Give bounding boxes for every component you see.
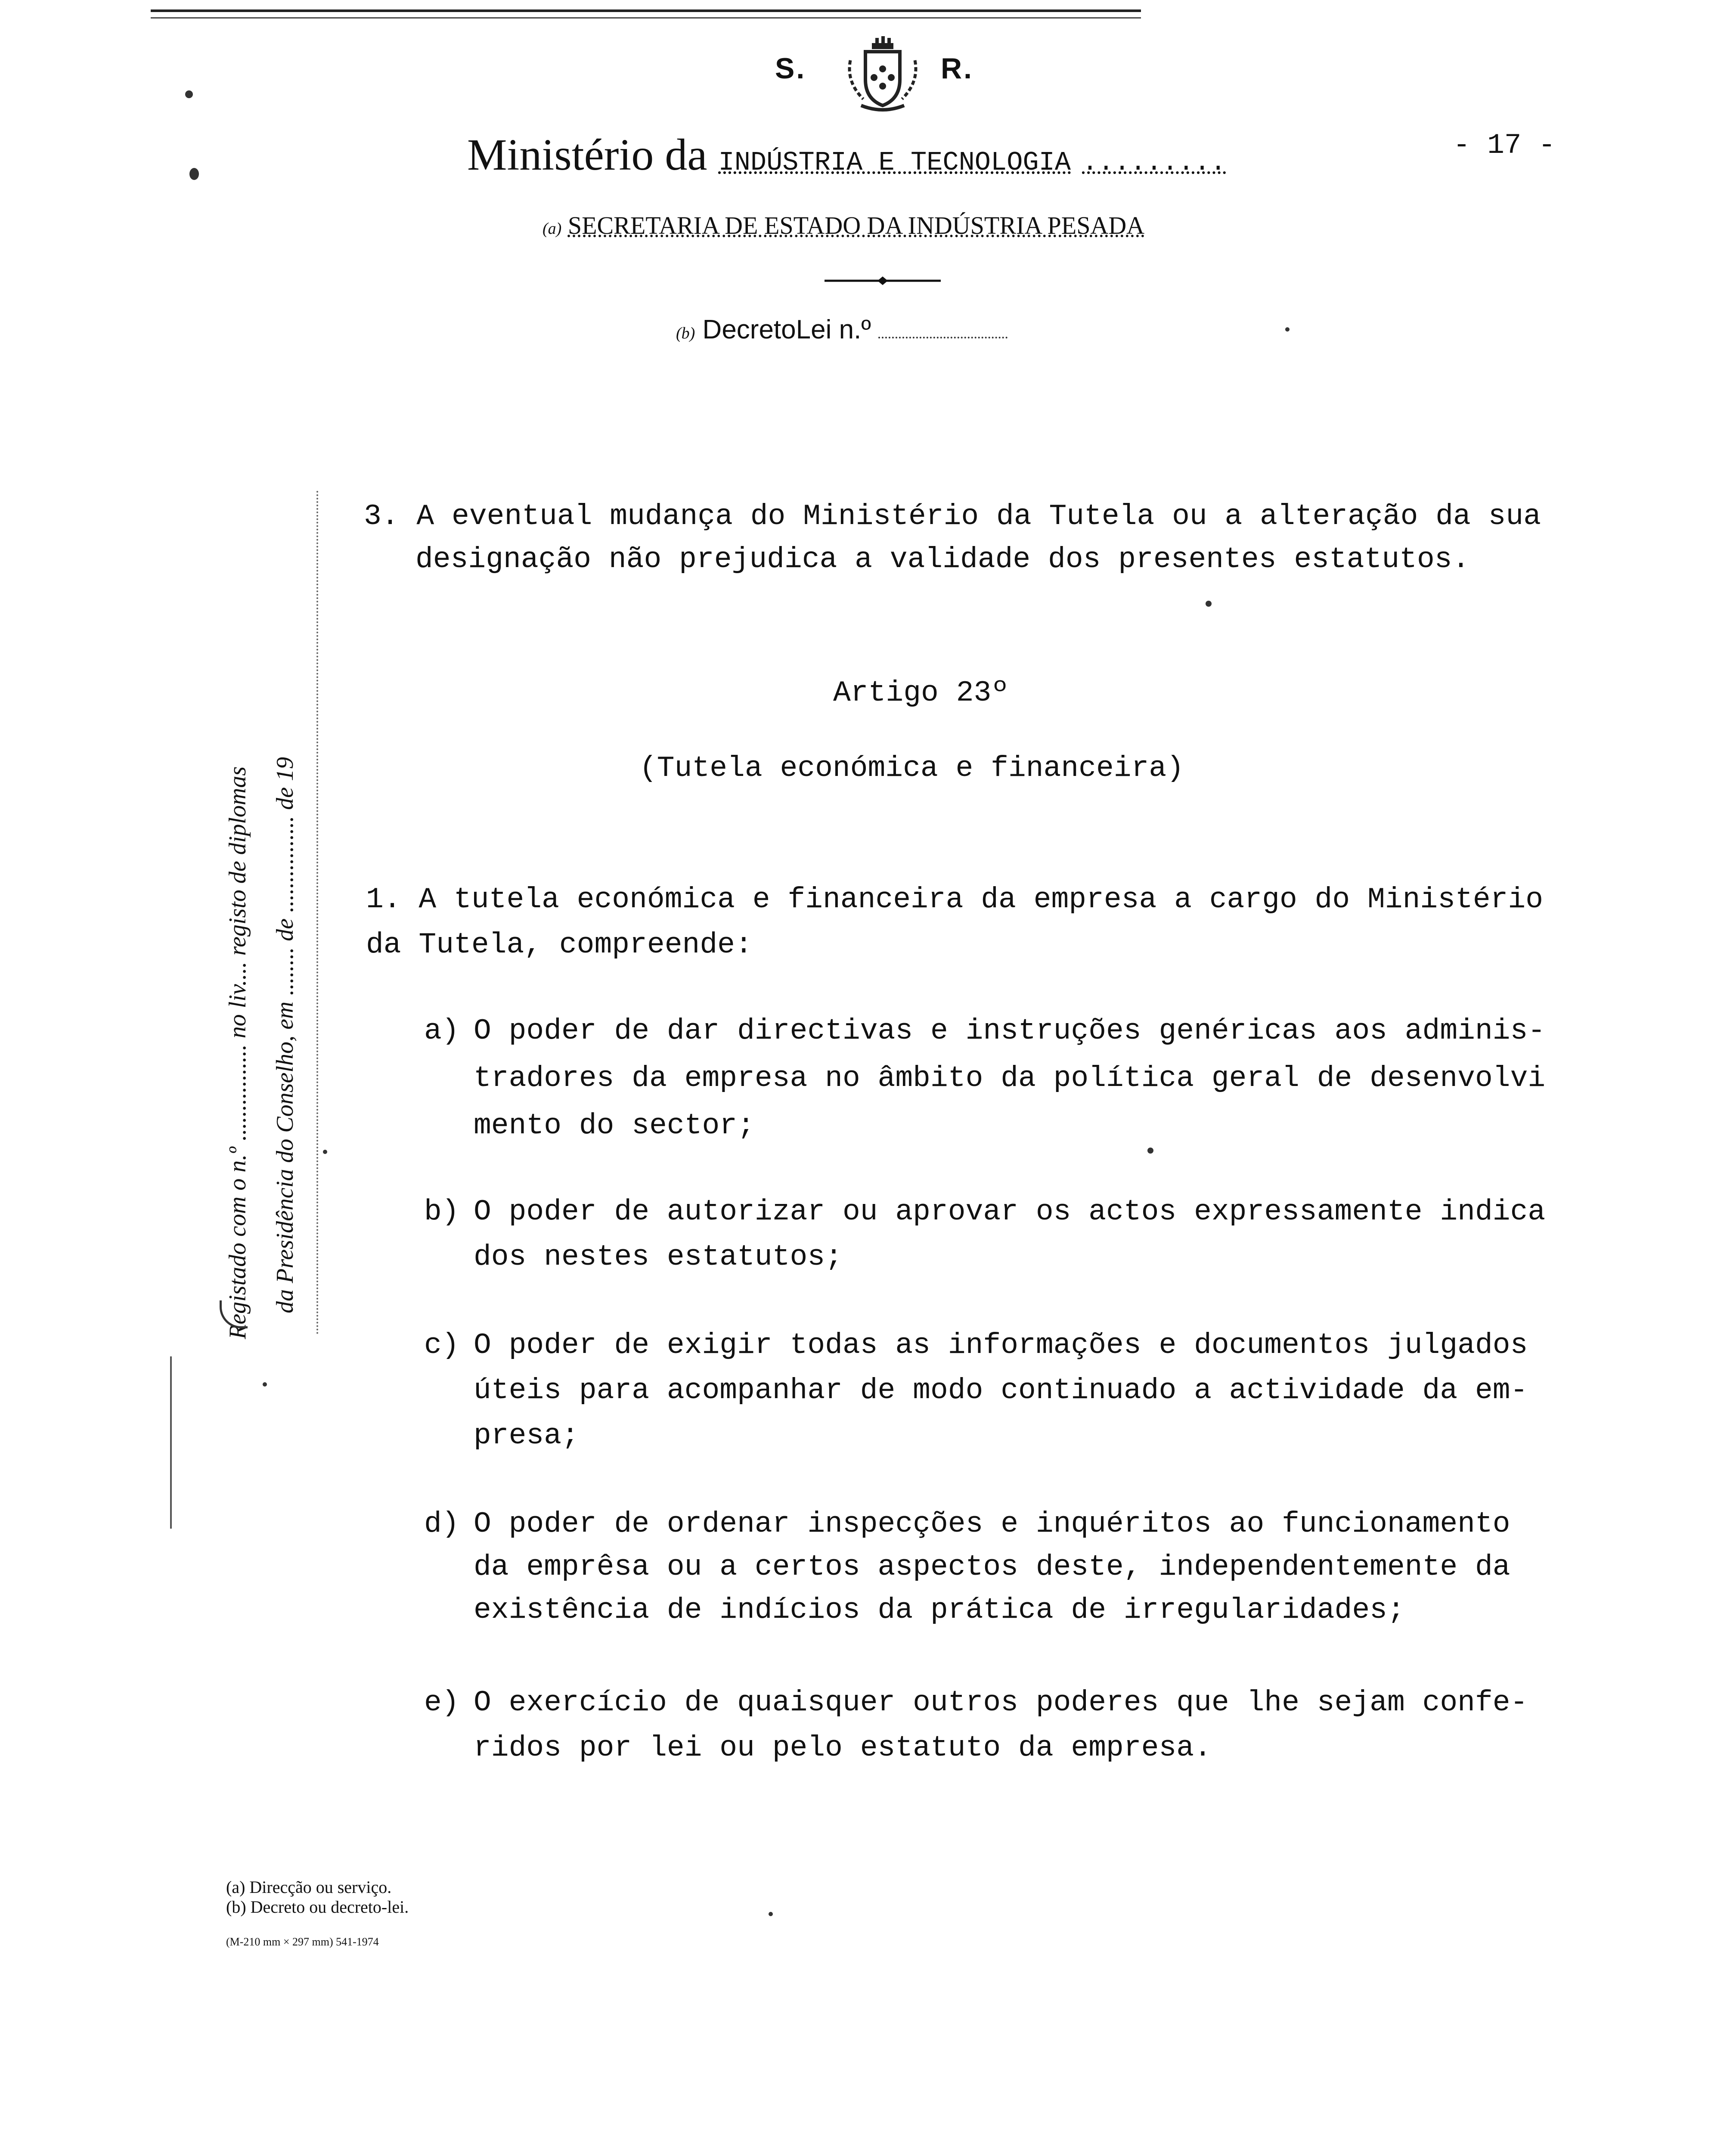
item-d-line3: existência de indícios da prática de irregularidades; xyxy=(474,1594,1405,1627)
item-c-line3: presa; xyxy=(474,1419,579,1452)
scan-speck xyxy=(185,90,193,98)
item-b-marker: b) xyxy=(424,1195,459,1229)
decree-line xyxy=(676,314,1008,345)
para1-line1: 1. A tutela económica e financeira da empresa a cargo do Ministério xyxy=(366,883,1544,916)
ministry-department: INDÚSTRIA E TECNOLOGIA xyxy=(718,147,1071,178)
sr-left: S. xyxy=(775,52,806,85)
item-c-line2: úteis para acompanhar de modo continuado a actividade da em- xyxy=(474,1374,1528,1407)
scan-speck xyxy=(769,1912,773,1916)
top-rule xyxy=(151,9,1141,12)
scan-speck xyxy=(323,1150,327,1154)
item-d-line2: da emprêsa ou a certos aspectos deste, independentemente da xyxy=(474,1551,1510,1584)
scan-speck xyxy=(263,1382,267,1387)
article-subtitle: (Tutela económica e financeira) xyxy=(639,752,1184,785)
form-code: (M-210 mm × 297 mm) 541-1974 xyxy=(226,1936,379,1948)
item-e-marker: e) xyxy=(424,1686,459,1719)
footnote-b: (b) Decreto ou decreto-lei. xyxy=(226,1897,409,1917)
item-b-line1: O poder de autorizar ou aprovar os actos expressamente indica xyxy=(474,1195,1546,1229)
para3-line2: designação não prejudica a validade dos presentes estatutos. xyxy=(415,543,1470,576)
item-a-line1: O poder de dar directivas e instruções genéricas aos adminis- xyxy=(474,1014,1546,1048)
item-a-line3: mento do sector; xyxy=(474,1109,755,1142)
article-title: Artigo 23º xyxy=(833,676,1009,710)
item-b-line2: dos nestes estatutos; xyxy=(474,1241,843,1274)
item-a-marker: a) xyxy=(424,1014,459,1048)
registration-margin-line2: da Presidência do Conselho, em ........ de ................ de 19 xyxy=(272,757,298,1313)
registration-margin-line1: Registado com o n.º ................ no liv.... registo de diplomas xyxy=(224,766,251,1339)
scan-speck xyxy=(1285,327,1290,332)
secretariat-label: (a) xyxy=(542,220,562,238)
margin-dotted-line xyxy=(316,491,318,1335)
ministry-prefix: Ministério da xyxy=(467,130,707,180)
item-e-line1: O exercício de quaisquer outros poderes que lhe sejam confe- xyxy=(474,1686,1528,1719)
page-number: - 17 - xyxy=(1453,129,1556,161)
decree-text: DecretoLei n.º xyxy=(702,315,871,344)
item-a-line2: tradores da empresa no âmbito da política geral de desenvolvi xyxy=(474,1062,1546,1095)
scan-speck xyxy=(1206,601,1212,607)
ministry-heading xyxy=(467,129,1226,180)
item-c-marker: c) xyxy=(424,1329,459,1362)
decree-number-blank xyxy=(878,337,1008,338)
sr-right: R. xyxy=(941,52,973,85)
item-e-line2: ridos por lei ou pelo estatuto da empresa. xyxy=(474,1731,1212,1765)
item-c-line1: O poder de exigir todas as informações e documentos julgados xyxy=(474,1329,1528,1362)
binding-mark xyxy=(170,1356,172,1529)
footnote-a: (a) Direcção ou serviço. xyxy=(226,1877,392,1897)
coat-of-arms-emblem xyxy=(842,34,924,118)
ministry-fill-dots: ......... xyxy=(1082,147,1226,178)
divider-ornament xyxy=(825,276,941,286)
para1-line2: da Tutela, compreende: xyxy=(366,928,753,962)
para3-line1: 3. A eventual mudança do Ministério da Tutela ou a alteração da sua xyxy=(364,500,1541,533)
secretariat-name: SECRETARIA DE ESTADO DA INDÚSTRIA PESADA xyxy=(567,211,1145,239)
decree-label: (b) xyxy=(676,324,695,342)
item-d-line1: O poder de ordenar inspecções e inquéritos ao funcionamento xyxy=(474,1508,1510,1541)
scan-speck xyxy=(189,168,199,180)
secretariat-line xyxy=(542,211,1144,240)
scan-speck xyxy=(1147,1148,1153,1154)
item-d-marker: d) xyxy=(424,1508,459,1541)
top-rule-thin xyxy=(151,17,1141,19)
